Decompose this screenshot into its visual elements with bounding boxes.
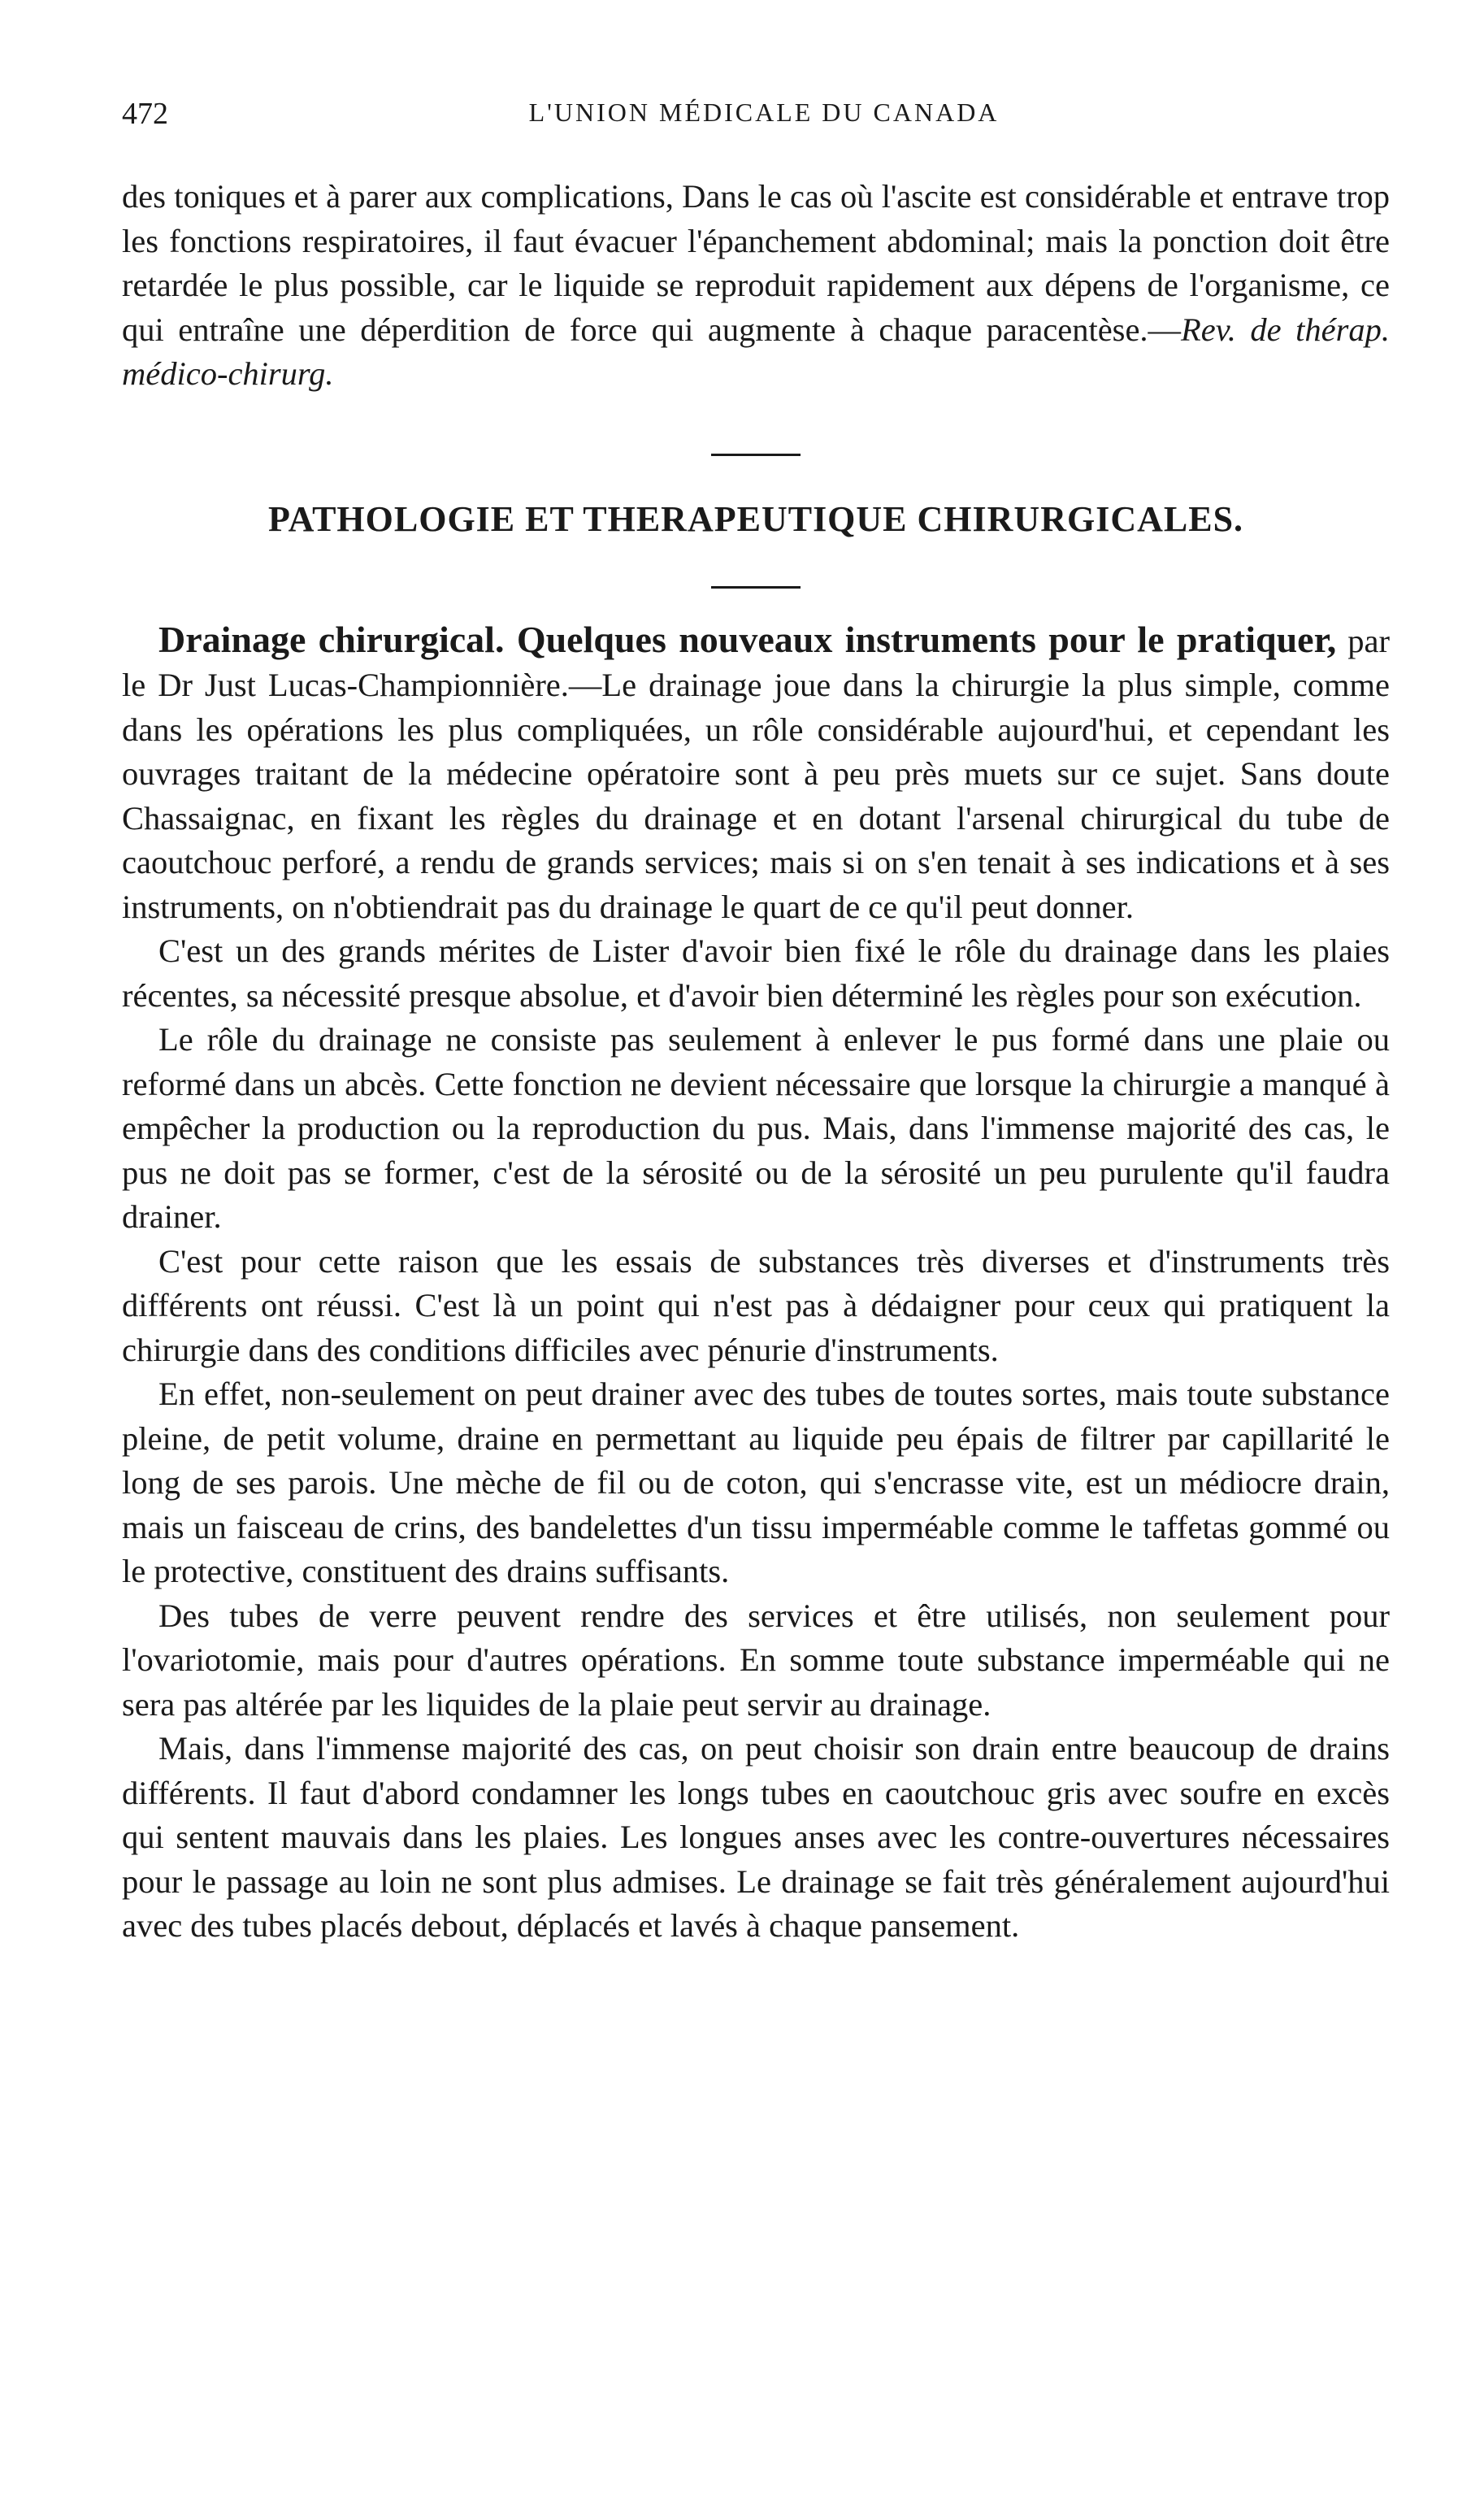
journal-title: L'UNION MÉDICALE DU CANADA <box>528 98 1000 127</box>
carryover-paragraph <box>122 175 1390 397</box>
article-lead-text: —Le drainage joue dans la chirurgie la plus simple, comme dans les opérations les plus compliquées, un rôle considérable aujourd'hui, et cependant les ouvrages traitant de la médecine opératoire sont à peu près muets sur ce sujet. Sans doute Chassaignac, en fixant les règles du drainage et en dotant l'arsenal chirurgical du tube de caoutchouc perforé, a rendu de grands services; mais si on s'en tenait à ses indications et à ses instruments, on n'obtiendrait pas du drainage le quart de ce qu'il peut donner. <box>122 667 1390 925</box>
body-paragraph: Des tubes de verre peuvent rendre des services et être utilisés, non seulement pour l'ovariotomie, mais pour d'autres opérations. En somme toute substance imperméable qui ne sera pas altérée par les liquides de la plaie peut servir au drainage. <box>122 1597 1390 1723</box>
running-head <box>122 96 1406 145</box>
carryover-text: des toniques et à parer aux complications, Dans le cas où l'ascite est considérable et entrave trop les fonctions respiratoires, il faut évacuer l'épanchement abdominal; mais la ponction doit être retardée le plus possible, car le liquide se reproduit rapidement aux dépens de l'organisme, ce qui entraîne une déperdition de force qui augmente à chaque paracentèse.— <box>122 178 1390 348</box>
section-divider-bottom <box>711 586 801 589</box>
body-paragraph: C'est un des grands mérites de Lister d'avoir bien fixé le rôle du drainage dans les plaies récentes, sa nécessité presque absolue, et d'avoir bien déterminé les règles pour son exécution. <box>122 932 1390 1014</box>
page-body <box>122 175 1390 1949</box>
section-divider-top <box>711 454 801 456</box>
section-heading: PATHOLOGIE ET THERAPEUTIQUE CHIRURGICALES. <box>267 498 1244 539</box>
body-paragraph: Le rôle du drainage ne consiste pas seulement à enlever le pus formé dans une plaie ou reformé dans un abcès. Cette fonction ne devient nécessaire que lorsque la chirurgie a manqué à empêcher la production ou la reproduction du pus. Mais, dans l'immense majorité des cas, le pus ne doit pas se former, c'est de la sérosité ou de la sérosité un peu purulente qu'il faudra drainer. <box>122 1021 1390 1235</box>
body-paragraph: En effet, non-seulement on peut drainer avec des tubes de toutes sortes, mais toute substance pleine, de petit volume, draine en permettant au liquide peu épais de filtrer par capillarité le long de ses parois. Une mèche de fil ou de coton, qui s'encrasse vite, est un médiocre drain, mais un faisceau de crins, des bandelettes d'un tissu imperméable comme le taffetas gommé ou le protective, constituent des drains suffisants. <box>122 1376 1390 1589</box>
article-lead-paragraph <box>122 618 1390 930</box>
body-paragraph: C'est pour cette raison que les essais de substances très diverses et d'instruments très différents ont réussi. C'est là un point qui n'est pas à dédaigner pour ceux qui pratiquent la chirurgie dans des conditions difficiles avec pénurie d'instruments. <box>122 1242 1390 1368</box>
article-title: Drainage chirurgical. Quelques nouveaux instruments pour le pratiquer, <box>158 618 1337 660</box>
body-paragraph: Mais, dans l'immense majorité des cas, on peut choisir son drain entre beaucoup de drains différents. Il faut d'abord condamner les longs tubes en caoutchouc gris avec soufre en excès qui sentent mauvais dans les plaies. Les longues anses avec les contre-ouvertures nécessaires pour le passage au loin ne sont plus admises. Le drainage se fait très généralement aujourd'hui avec des tubes placés debout, déplacés et lavés à chaque pansement. <box>122 1730 1390 1944</box>
source-citation: Rev. de thérap. médico-chirurg. <box>122 311 1390 392</box>
page-number: 472 <box>122 97 168 131</box>
article-author: par le Dr Just Lucas-Championnière. <box>122 622 1390 703</box>
